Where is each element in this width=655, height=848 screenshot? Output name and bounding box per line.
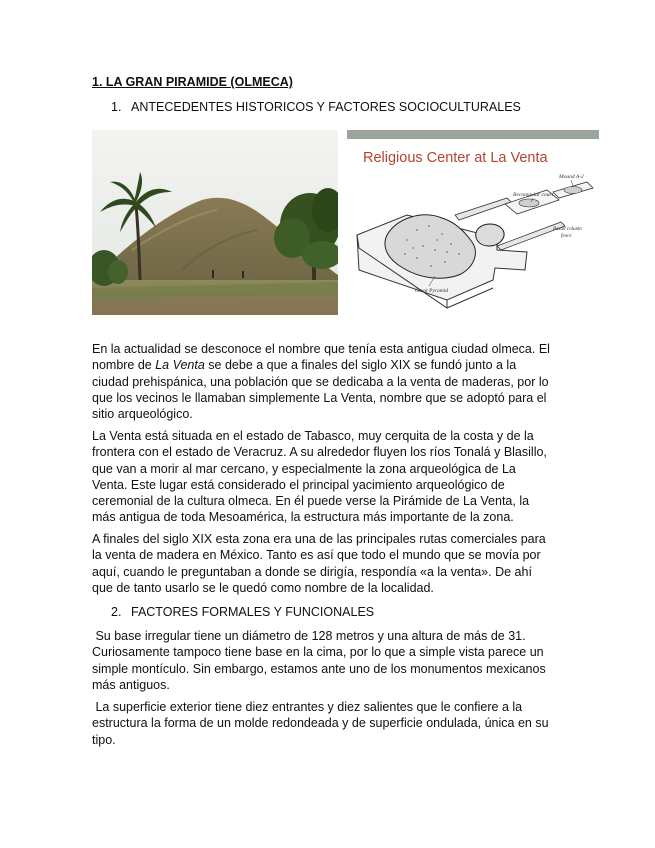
- text-line: frontera con el estado de Veracruz. A su alrededor fluyen los ríos Tonalá y Blasillo,: [92, 445, 547, 460]
- italic-place-name: La Venta: [155, 358, 205, 373]
- la-venta-diagram: [347, 130, 599, 316]
- section-heading-1: [111, 100, 521, 114]
- diagram-top-bar: [347, 130, 599, 139]
- text-line: ceremonial de la cultura olmeca. En él puede verse la Pirámide de La Venta, la: [92, 494, 530, 509]
- label-fence: fence: [561, 234, 572, 239]
- label-rectangular-court: Rectangular court: [513, 192, 554, 198]
- paragraph-1: [92, 341, 568, 422]
- text-line: En la actualidad se desconoce el nombre que tenía esta antigua ciudad olmeca. El: [92, 342, 550, 356]
- text-line: Venta. Este lugar está considerado el principal yacimiento arqueológico de: [92, 477, 505, 492]
- text-line: que los vecinos le llamaban simplemente La Venta, nombre que se adoptó para el: [92, 390, 547, 405]
- paragraph-2: [92, 428, 568, 526]
- text-line: más antiguos.: [92, 677, 170, 692]
- text-line: [92, 357, 568, 373]
- text-line: A finales del siglo XIX esta zona era una de las principales rutas comerciales para: [92, 532, 546, 546]
- section-title: FACTORES FORMALES Y FUNCIONALES: [131, 605, 375, 619]
- label-basalt: Basalt column: [553, 227, 582, 232]
- text-line: estructura la forma de un molde redondeada y de superficie ondulada, única en su: [92, 716, 549, 731]
- text-line: sitio arqueológico.: [92, 407, 193, 422]
- label-mound: Mound A-2: [559, 174, 584, 180]
- section-title: ANTECEDENTES HISTORICOS Y FACTORES SOCIOCULTURALES: [131, 100, 521, 114]
- text-line: la venta de madera en México. Tanto es así que todo el mundo que se movía por: [92, 548, 541, 563]
- text-line: La superficie exterior tiene diez entrantes y diez salientes que le confiere a la: [92, 700, 523, 714]
- text-fragment: nombre de: [92, 358, 156, 373]
- section-number: 1.: [111, 100, 122, 114]
- text-fragment: se debe a que a finales del siglo XIX se fundó junto a la: [204, 358, 517, 373]
- document-heading: 1. LA GRAN PIRAMIDE (OLMECA): [92, 75, 293, 89]
- text-line: La Venta está situada en el estado de Tabasco, muy cerquita de la costa y de la: [92, 429, 534, 443]
- paragraph-3: [92, 531, 568, 596]
- paragraph-4: [92, 628, 568, 693]
- text-line: que de tanto usarlo se le quedó como nombre de la localidad.: [92, 580, 434, 595]
- section-number: 2.: [111, 605, 122, 619]
- text-line: aquí, cuando le preguntaban a donde se dirigía, respondía «a la venta». De ahí: [92, 564, 532, 579]
- label-great-pyramid: Great Pyramid: [415, 288, 448, 294]
- text-line: simple montículo. Sin embargo, estamos ante uno de los monumentos mexicanos: [92, 661, 546, 676]
- paragraph-5: [92, 699, 568, 748]
- text-line: ciudad prehispánica, una población que se dedicaba a la venta de maderas, por lo: [92, 374, 549, 389]
- diagram-title: Religious Center at La Venta: [363, 150, 548, 166]
- text-line: que van a morir al mar cercano, y especialmente la zona arqueológica de La: [92, 461, 516, 476]
- text-line: tipo.: [92, 732, 116, 747]
- section-heading-2: [111, 605, 374, 619]
- text-line: Su base irregular tiene un diámetro de 128 metros y una altura de más de 31.: [92, 629, 526, 643]
- pyramid-photo: [92, 130, 338, 315]
- text-line: Curiosamente tampoco tiene base en la cima, por lo que a simple vista parece un: [92, 645, 544, 660]
- text-line: más antigua de toda Mesoamérica, la estructura más importante de la zona.: [92, 510, 514, 525]
